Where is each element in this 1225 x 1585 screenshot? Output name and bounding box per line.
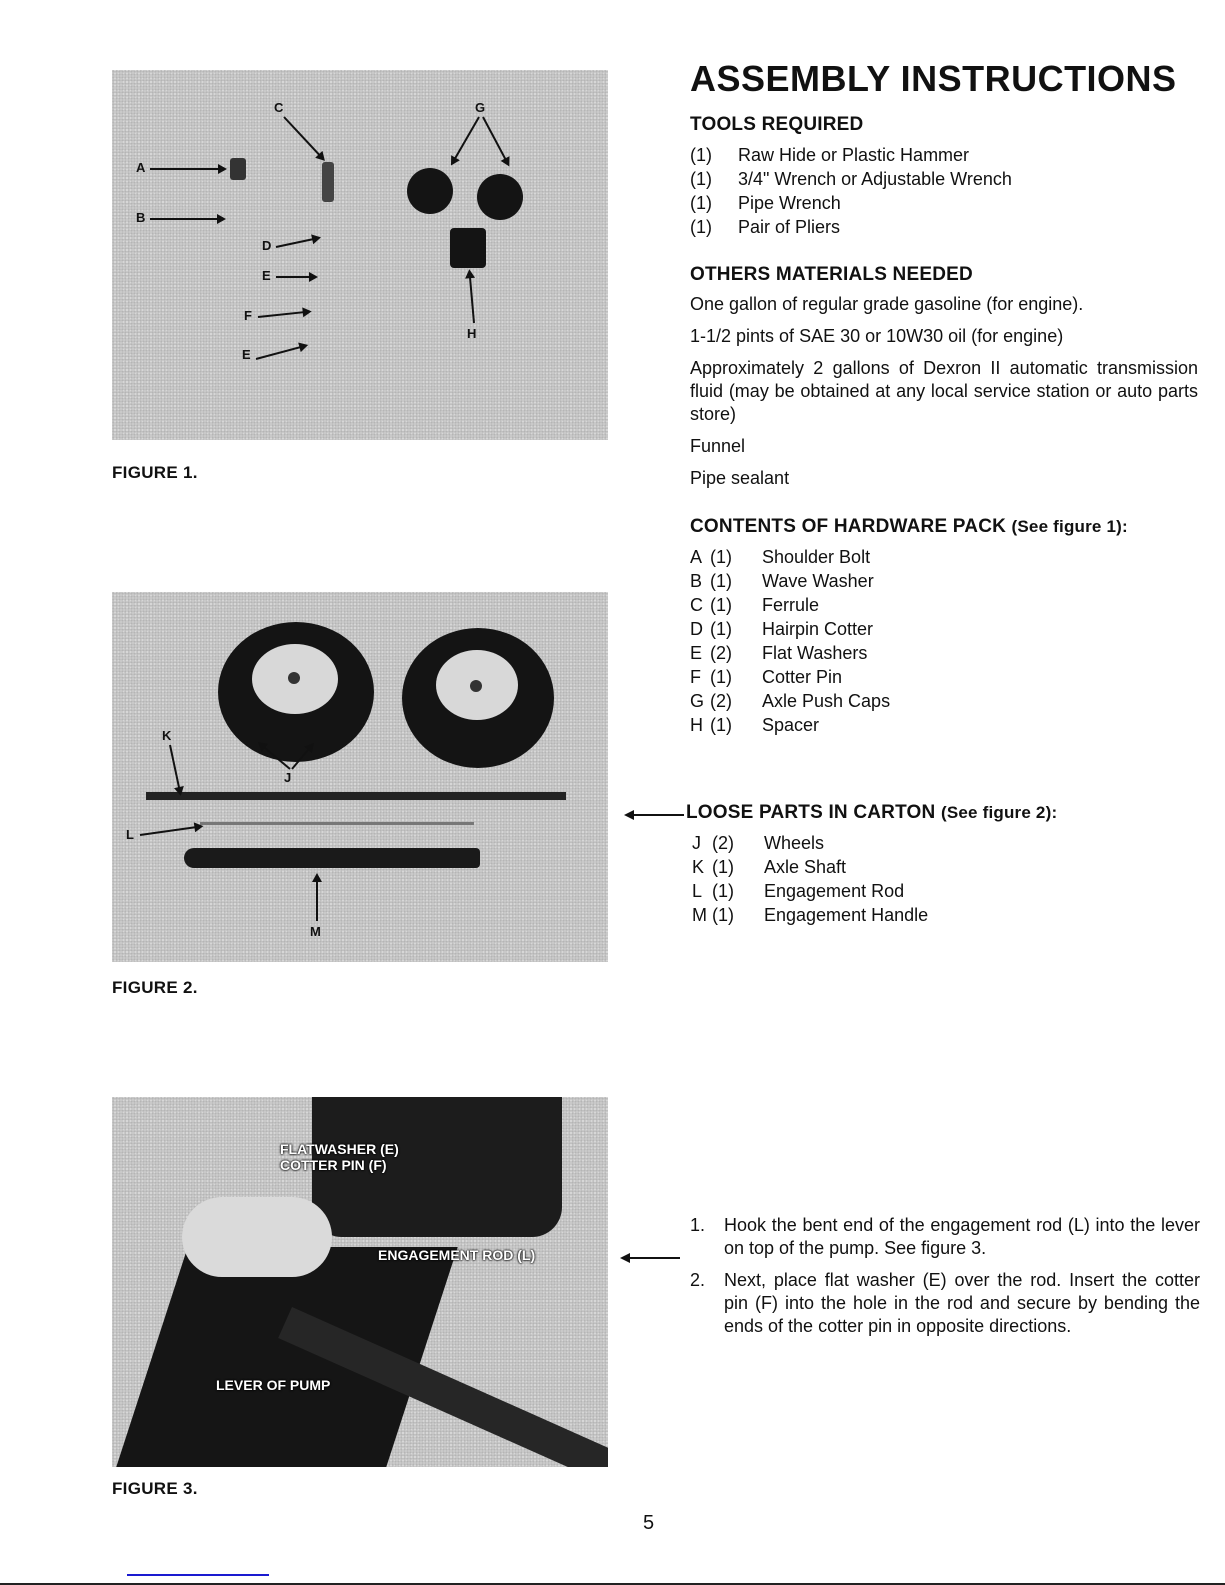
list-item: M (1) Engagement Handle (692, 905, 929, 925)
list-item: H (1) Spacer (690, 715, 820, 735)
label-a: A (136, 160, 146, 175)
arrow-f (258, 311, 310, 318)
arrow-m (316, 875, 318, 921)
list-item: E (2) Flat Washers (690, 643, 868, 663)
axle-push-cap-right (477, 174, 523, 220)
loose-parts-heading: LOOSE PARTS IN CARTON (See figure 2): (686, 802, 1058, 823)
label-e1: E (262, 268, 271, 283)
arrow-g-left (451, 117, 480, 165)
wheel-left (218, 622, 374, 762)
axle-push-cap-left (407, 168, 453, 214)
arrow-b (150, 218, 224, 220)
arrow-l (140, 825, 202, 836)
assembly-steps (690, 1214, 1200, 1347)
hardware-pack-list (690, 545, 890, 737)
figure-1-photo (112, 70, 608, 440)
material-item: Pipe sealant (690, 468, 790, 488)
list-item: G (2) Axle Push Caps (690, 691, 891, 711)
arrow-k (169, 745, 181, 794)
list-item: (1) Raw Hide or Plastic Hammer (690, 145, 970, 165)
pointer-arrow-figure-3 (624, 1257, 680, 1259)
ferrule-part (322, 162, 334, 202)
figure-1-reference: (See figure 1): (1011, 517, 1128, 536)
list-item: A (1) Shoulder Bolt (690, 547, 871, 567)
figure-3-photo (112, 1097, 608, 1467)
label-l: L (126, 827, 134, 842)
list-item: K (1) Axle Shaft (692, 857, 847, 877)
axle-shaft-part (146, 792, 566, 800)
page-title: ASSEMBLY INSTRUCTIONS (690, 58, 1177, 99)
label-j: J (284, 770, 292, 785)
step-item: 2. Next, place flat washer (E) over the rod. Insert the cotter pin (F) into the hole in the rod and secure by bending the ends of the cotter pin in opposite directions. (690, 1270, 1200, 1336)
label-e2: E (242, 347, 251, 362)
arrow-e1 (276, 276, 316, 278)
list-item: F (1) Cotter Pin (690, 667, 843, 687)
list-item: D (1) Hairpin Cotter (690, 619, 874, 639)
label-b: B (136, 210, 146, 225)
list-item: B (1) Wave Washer (690, 571, 874, 591)
label-d: D (262, 238, 272, 253)
label-engagement-rod: ENGAGEMENT ROD (L) (378, 1247, 536, 1263)
label-cotter-pin: COTTER PIN (F) (280, 1157, 387, 1173)
page-number: 5 (643, 1512, 655, 1534)
figure-3-caption: FIGURE 3. (112, 1479, 198, 1498)
figure-2-reference: (See figure 2): (940, 803, 1058, 822)
figure-1-caption: FIGURE 1. (112, 463, 198, 482)
list-item: (1) Pipe Wrench (690, 193, 841, 213)
step-item: 1. Hook the bent end of the engagement rod (L) into the lever on top of the pump. See figure 3. (690, 1215, 1200, 1258)
figure-2-photo (112, 592, 608, 962)
spacer-part (450, 228, 486, 268)
material-item: Approximately 2 gallons of Dexron II automatic transmission fluid (may be obtained at any local service station or auto parts store) (690, 358, 1198, 424)
hand (182, 1197, 332, 1277)
label-lever-of-pump: LEVER OF PUMP (216, 1377, 331, 1393)
tools-list (690, 143, 1012, 239)
arrow-g-right (482, 117, 509, 166)
material-item: 1-1/2 pints of SAE 30 or 10W30 oil (for engine) (690, 326, 1064, 346)
link-underline[interactable] (127, 1574, 269, 1576)
material-item: Funnel (690, 436, 746, 456)
tools-required-heading: TOOLS REQUIRED (690, 114, 864, 135)
other-materials-list (690, 293, 1198, 499)
arrow-c (283, 116, 324, 160)
shoulder-bolt-part (230, 158, 246, 180)
label-m: M (310, 924, 321, 939)
material-item: One gallon of regular grade gasoline (for engine). (690, 294, 1084, 314)
list-item: J (2) Wheels (692, 833, 825, 853)
loose-parts-list (692, 831, 928, 927)
label-flatwasher: FLATWASHER (E) (280, 1141, 399, 1157)
arrow-e2 (256, 345, 307, 360)
label-f: F (244, 308, 252, 323)
figure-2-caption: FIGURE 2. (112, 978, 198, 997)
list-item: (1) 3/4" Wrench or Adjustable Wrench (690, 169, 1012, 189)
arrow-a (150, 168, 225, 170)
list-item: L (1) Engagement Rod (692, 881, 905, 901)
pointer-arrow-figure-2 (628, 814, 684, 816)
list-item: C (1) Ferrule (690, 595, 820, 615)
wheel-right (402, 628, 554, 768)
label-c: C (274, 100, 284, 115)
hardware-pack-heading: CONTENTS OF HARDWARE PACK (See figure 1): (690, 516, 1128, 537)
engagement-rod-part (200, 822, 474, 825)
label-h: H (467, 326, 477, 341)
arrow-d (276, 237, 319, 248)
other-materials-heading: OTHERS MATERIALS NEEDED (690, 264, 973, 285)
label-g: G (475, 100, 486, 115)
label-k: K (162, 728, 172, 743)
list-item: (1) Pair of Pliers (690, 217, 841, 237)
engagement-handle-part (184, 848, 480, 868)
arrow-h (468, 271, 475, 323)
